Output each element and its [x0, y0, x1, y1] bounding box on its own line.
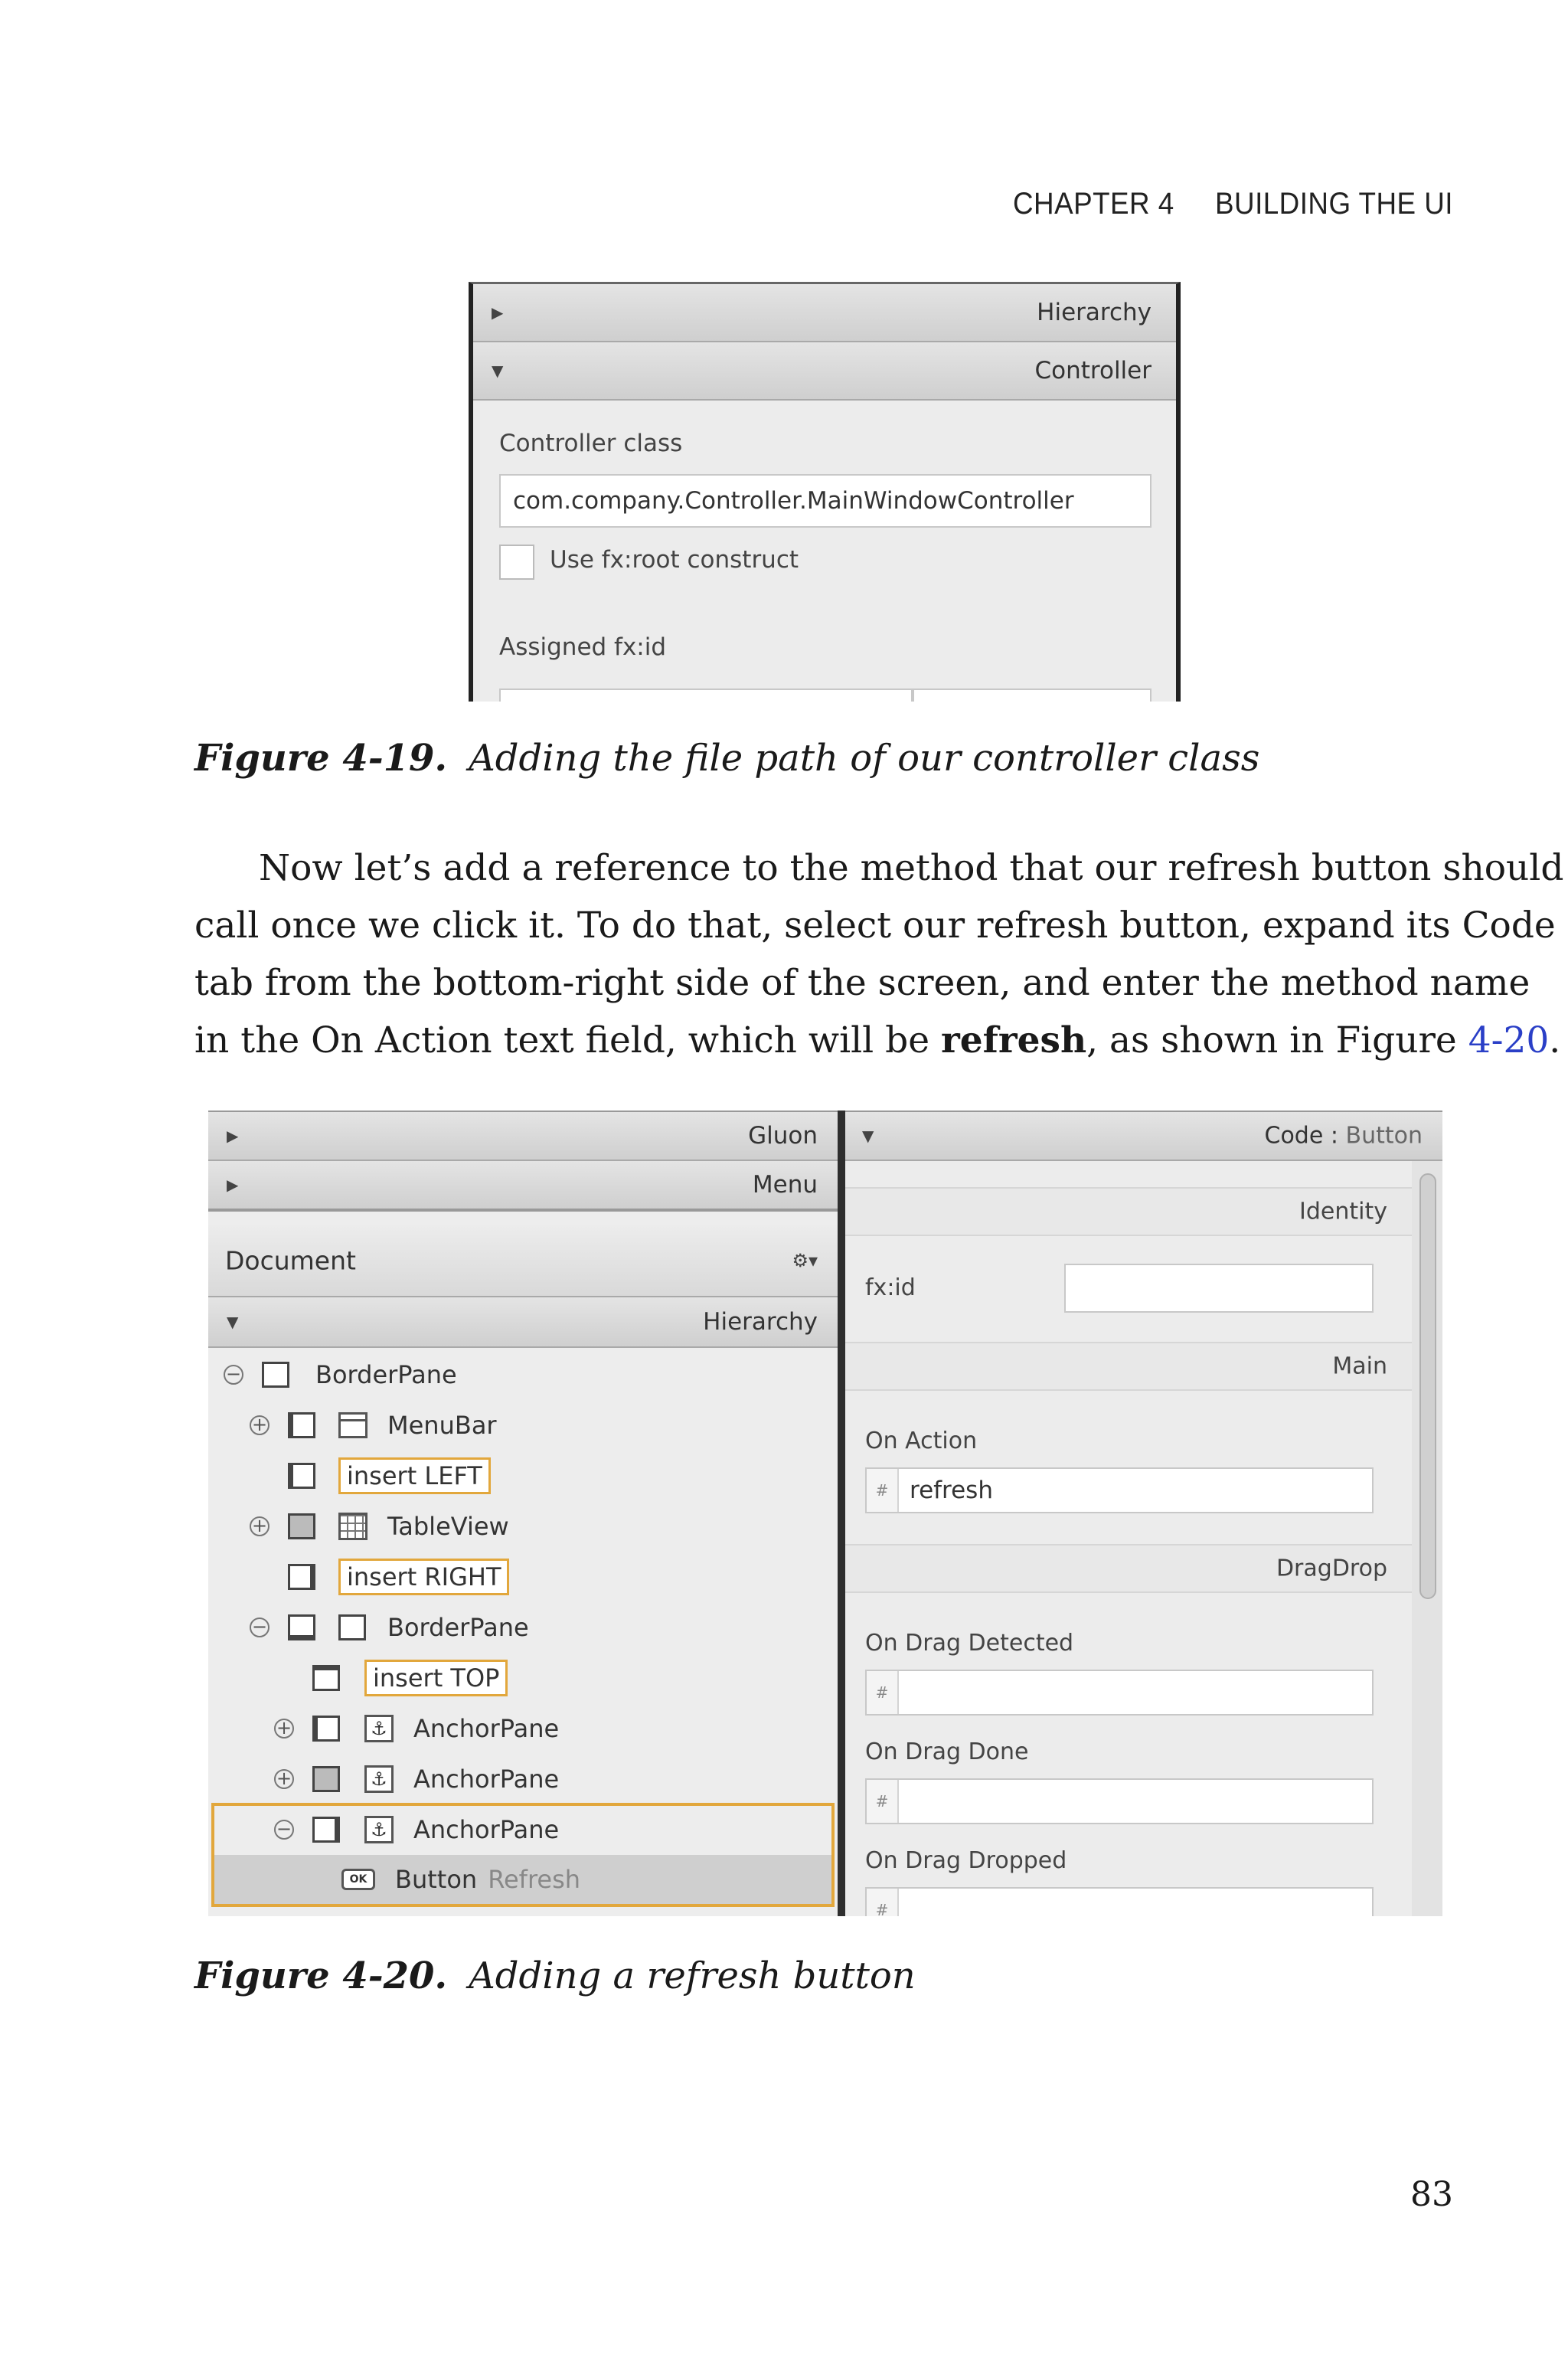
on-drag-dropped-label: On Drag Dropped [865, 1847, 1067, 1874]
dragdrop-section-header[interactable] [845, 1544, 1412, 1593]
button-text-label: Refresh [488, 1865, 581, 1894]
menu-panel-header[interactable] [208, 1161, 838, 1212]
gear-menu-icon[interactable]: ⚙▾ [792, 1250, 818, 1271]
center-slot-icon [288, 1513, 315, 1539]
controller-panel-title: Controller [1034, 357, 1152, 384]
controller-class-value: com.company.Controller.MainWindowController [513, 487, 1074, 515]
tree-item-borderpane-root[interactable] [208, 1349, 838, 1400]
on-drag-detected-input[interactable] [865, 1670, 1374, 1716]
on-action-input[interactable] [865, 1467, 1374, 1513]
on-action-value: refresh [910, 1477, 993, 1504]
code-target-type: Button [1345, 1122, 1423, 1150]
fxid-input[interactable] [1064, 1264, 1374, 1313]
tree-item-anchorpane-3[interactable] [208, 1804, 838, 1855]
page-number: 83 [1410, 2175, 1453, 2214]
tree-label: BorderPane [315, 1360, 457, 1389]
paragraph-line-4-start: in the On Action text field, which will be [194, 1019, 941, 1061]
left-slot-icon [288, 1463, 315, 1489]
code-panel-header[interactable] [845, 1110, 1442, 1161]
use-fxroot-label: Use fx:root construct [550, 546, 799, 574]
figure-4-20-caption [194, 1954, 916, 1997]
button-type-label: Button [395, 1865, 478, 1894]
top-slot-icon [312, 1665, 340, 1691]
tree-item-borderpane-inner[interactable] [208, 1602, 838, 1653]
assigned-fxid-component-field[interactable] [499, 689, 913, 702]
controller-class-label: Controller class [499, 430, 683, 457]
center-slot-icon [312, 1766, 340, 1792]
paragraph-line-1: Now let’s add a reference to the method that our refresh button should [259, 847, 1564, 889]
on-drag-dropped-input[interactable] [865, 1887, 1374, 1916]
figure-4-20-link[interactable]: 4-20 [1468, 1019, 1550, 1061]
expanded-arrow-icon: ▼ [862, 1127, 874, 1145]
identity-section-title: Identity [1299, 1198, 1387, 1225]
hash-icon: # [867, 1671, 899, 1714]
figure-4-19-caption-text: Adding the file path of our controller class [469, 737, 1260, 780]
controller-panel-header[interactable] [473, 342, 1176, 401]
on-drag-done-input[interactable] [865, 1778, 1374, 1824]
pane-divider[interactable] [838, 1110, 845, 1916]
code-title: Code [1264, 1122, 1324, 1150]
tree-label [395, 1865, 580, 1894]
expand-icon[interactable]: + [274, 1719, 294, 1739]
figure-4-19-number: Figure 4-19. [194, 737, 448, 780]
running-header-title: BUILDING THE UI [1215, 187, 1453, 221]
bottom-slot-icon [288, 1614, 315, 1640]
tree-label: TableView [387, 1512, 509, 1541]
expand-icon[interactable]: + [250, 1415, 270, 1435]
menubar-icon [338, 1412, 368, 1438]
collapse-icon[interactable]: − [224, 1365, 243, 1385]
hierarchy-panel-header[interactable] [208, 1297, 838, 1348]
hash-icon: # [867, 1889, 899, 1916]
collapsed-arrow-icon: ▶ [227, 1176, 239, 1194]
scene-builder-left-pane [208, 1110, 838, 1916]
body-paragraph [194, 839, 1564, 1069]
insert-top-tag[interactable]: insert TOP [364, 1660, 508, 1696]
borderpane-icon [262, 1362, 289, 1388]
main-section-header[interactable] [845, 1342, 1412, 1391]
anchorpane-icon: ⚓ [364, 1816, 394, 1843]
figure-4-19-caption [194, 737, 1259, 780]
paragraph-bold-refresh: refresh [940, 1019, 1087, 1061]
identity-section-header[interactable] [845, 1187, 1412, 1236]
tree-item-tableview[interactable] [208, 1501, 838, 1552]
anchorpane-icon: ⚓ [364, 1715, 394, 1742]
hierarchy-panel-header[interactable] [473, 284, 1176, 342]
tableview-icon [338, 1513, 368, 1540]
running-header-chapter: CHAPTER 4 [1013, 187, 1174, 221]
collapse-icon[interactable]: − [274, 1820, 294, 1840]
document-title: Document [225, 1245, 356, 1276]
tree-label: BorderPane [387, 1613, 529, 1642]
dragdrop-section-title: DragDrop [1276, 1555, 1387, 1582]
expand-icon[interactable]: + [250, 1516, 270, 1536]
expanded-arrow-icon: ▼ [492, 361, 504, 380]
paragraph-line-3: tab from the bottom-right side of the screen, and enter the method name [194, 962, 1530, 1004]
expand-icon[interactable]: + [274, 1769, 294, 1789]
left-slot-icon [312, 1716, 340, 1742]
figure-4-20-screenshot [208, 1110, 1442, 1916]
hash-icon: # [867, 1469, 899, 1512]
hierarchy-panel-title: Hierarchy [703, 1308, 818, 1336]
code-panel-title [1265, 1123, 1423, 1150]
tree-label: AnchorPane [413, 1765, 560, 1794]
tree-item-anchorpane-1[interactable] [208, 1703, 838, 1754]
top-slot-icon [288, 1412, 315, 1438]
hash-icon: # [867, 1780, 899, 1823]
document-panel-header[interactable] [208, 1225, 838, 1297]
on-drag-detected-label: On Drag Detected [865, 1630, 1074, 1657]
collapsed-arrow-icon: ▶ [492, 303, 504, 322]
collapsed-arrow-icon: ▶ [227, 1127, 239, 1145]
assigned-fxid-value-field[interactable] [913, 689, 1152, 702]
collapse-icon[interactable]: − [250, 1617, 270, 1637]
controller-class-input[interactable] [499, 474, 1152, 528]
assigned-fxid-label: Assigned fx:id [499, 633, 667, 661]
button-ok-icon: OK [341, 1869, 375, 1890]
on-action-label: On Action [865, 1428, 978, 1454]
tree-item-button-refresh[interactable] [214, 1855, 831, 1904]
tree-item-insert-left[interactable] [208, 1451, 838, 1501]
hierarchy-panel-title: Hierarchy [1037, 299, 1152, 326]
code-title-separator: : [1323, 1122, 1346, 1150]
scrollbar-thumb[interactable] [1419, 1173, 1436, 1599]
running-header [1013, 187, 1453, 221]
gluon-panel-header[interactable] [208, 1110, 838, 1161]
tree-label: MenuBar [387, 1411, 497, 1440]
gluon-panel-title: Gluon [748, 1122, 818, 1150]
menu-panel-title: Menu [752, 1171, 818, 1199]
paragraph-line-4 [194, 1012, 1561, 1069]
paragraph-line-2: call once we click it. To do that, select our refresh button, expand its Code [194, 904, 1556, 947]
fxid-label: fx:id [865, 1274, 916, 1301]
figure-4-19-screenshot [469, 282, 1181, 702]
figure-4-20-number: Figure 4-20. [194, 1954, 448, 1997]
tree-item-insert-top[interactable] [208, 1653, 838, 1703]
tree-item-menubar[interactable] [208, 1400, 838, 1451]
borderpane-icon [338, 1614, 366, 1640]
code-inspector-pane [845, 1110, 1442, 1916]
tree-label: AnchorPane [413, 1815, 560, 1844]
tree-item-anchorpane-2[interactable] [208, 1754, 838, 1804]
insert-right-tag[interactable]: insert RIGHT [338, 1559, 509, 1595]
insert-left-tag[interactable]: insert LEFT [338, 1457, 491, 1494]
use-fxroot-checkbox[interactable] [499, 545, 534, 580]
on-drag-done-label: On Drag Done [865, 1739, 1029, 1765]
expanded-arrow-icon: ▼ [227, 1313, 239, 1331]
anchorpane-icon: ⚓ [364, 1765, 394, 1793]
figure-4-20-caption-text: Adding a refresh button [469, 1954, 916, 1997]
right-slot-icon [312, 1817, 340, 1843]
paragraph-line-4-middle: , as shown in Figure [1086, 1019, 1468, 1061]
tree-label: AnchorPane [413, 1714, 560, 1743]
right-slot-icon [288, 1564, 315, 1590]
tree-item-insert-right[interactable] [208, 1552, 838, 1602]
main-section-title: Main [1332, 1353, 1387, 1380]
paragraph-line-4-end: . [1549, 1019, 1561, 1061]
